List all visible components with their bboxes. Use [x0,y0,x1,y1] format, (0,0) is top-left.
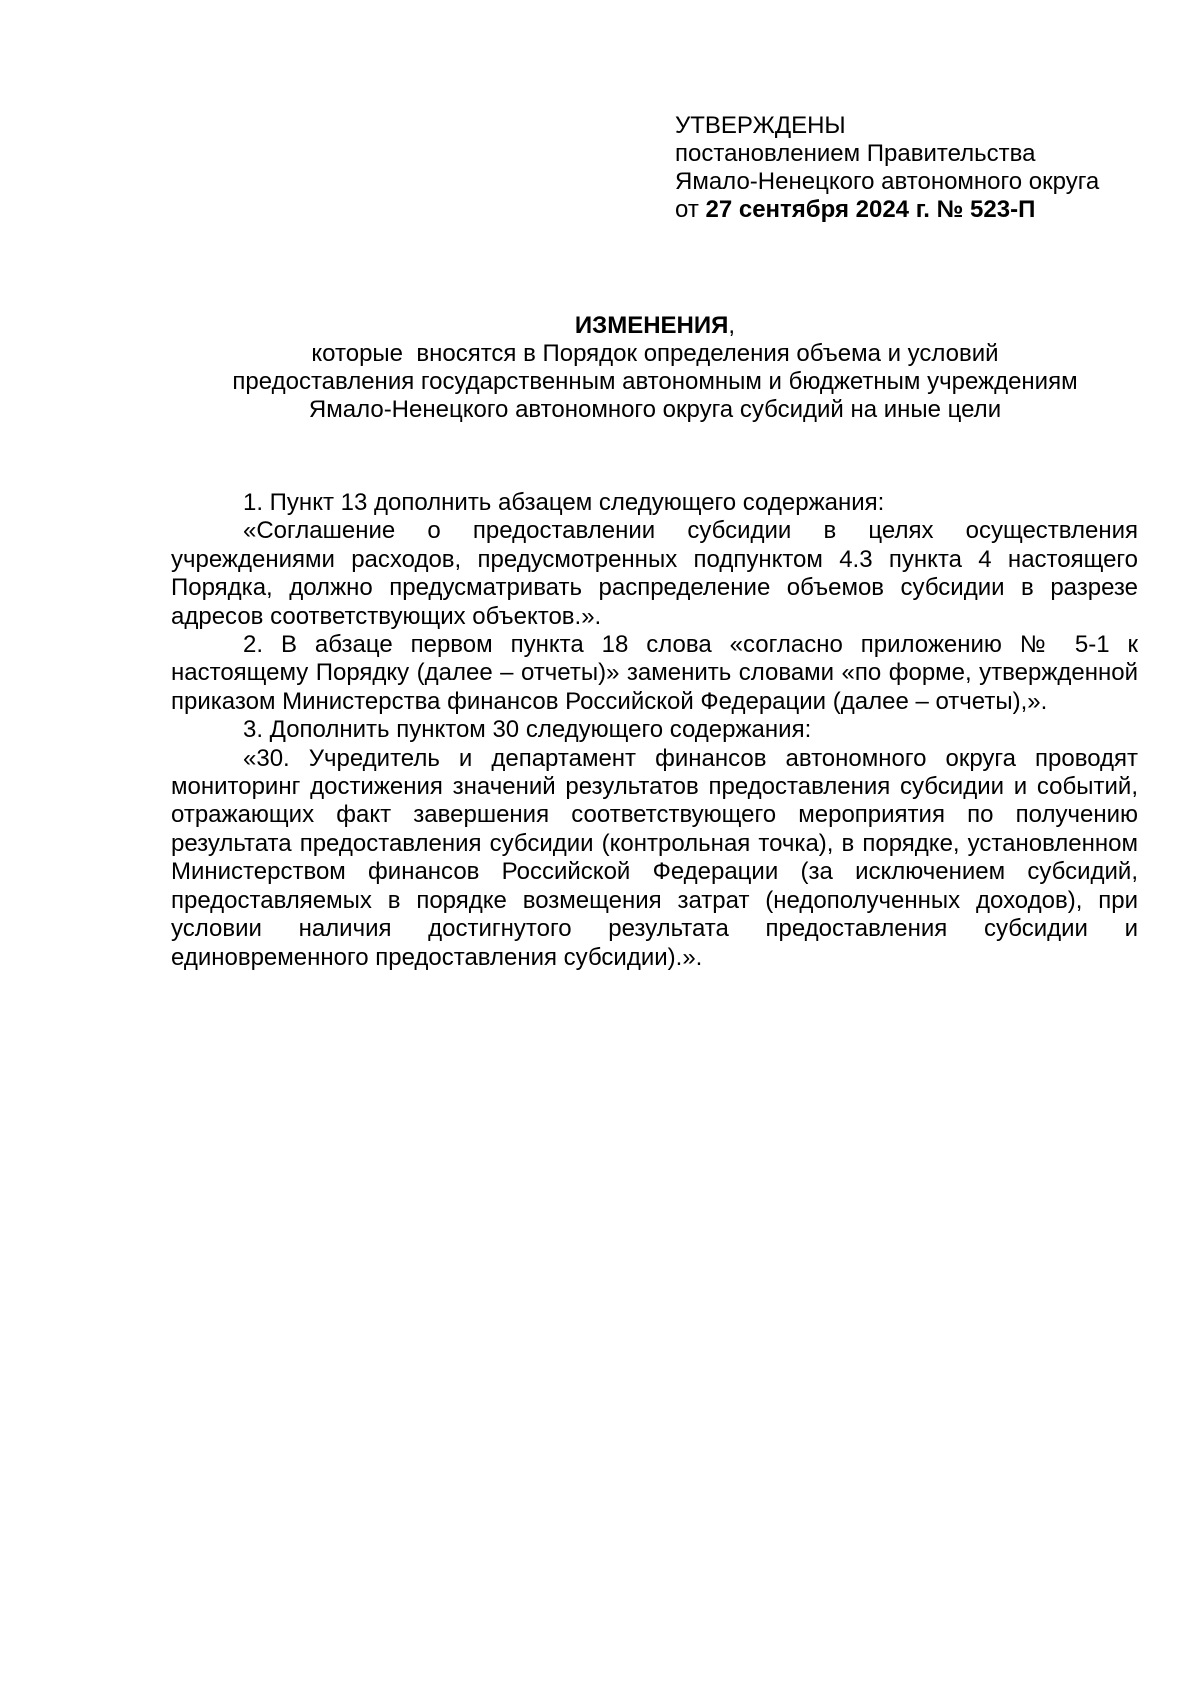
document-title: ИЗМЕНЕНИЯ [574,312,729,339]
subtitle-line-1: которые вносятся в Порядок определения объема и условий [311,340,999,367]
approval-line-2: Ямало-Ненецкого автономного округа [675,168,1100,195]
date-prefix: от [675,196,699,223]
approval-date-value: 27 сентября 2024 г. № 523-П [705,196,1036,223]
approved-label: УТВЕРЖДЕНЫ [675,112,846,139]
paragraph-quote-2: «30. Учредитель и департамент финансов автономного округа проводят мониторинг достижения значений результатов предоставления субсидии и событий, отражающих факт завершения соответствующего мероприятия по получению результата предоставления субсидии (контрольная точка), в порядке, установленном Министерством финансов Российской Федерации (за исключением субсидий, предоставляемых в порядке возмещения затрат (недополученных доходов), при условии наличия достигнутого результата предоставления субсидии и единовременного предоставления субсидии).». [171,744,1138,971]
paragraph-item-2: 2. В абзаце первом пункта 18 слова «согласно приложению № 5-1 к настоящему Порядку (далее – отчеты)» заменить словами «по форме, утвержденной приказом Министерства финансов Российской Федерации (далее – отчеты),». [171,631,1138,715]
document-title-suffix: , [728,312,736,339]
paragraph-quote-1: «Соглашение о предоставлении субсидии в целях осуществления учреждениями расходов, предусмотренных подпунктом 4.3 пункта 4 настоящего Порядка, должно предусматривать распределение объемов субсидии в разрезе адресов соответствующих объектов.». [171,517,1138,630]
approval-block [675,112,1175,224]
approval-date-line [675,196,1175,224]
paragraph-item-1: 1. Пункт 13 дополнить абзацем следующего содержания: [243,489,885,516]
document-body [171,489,1138,972]
paragraph-item-3: 3. Дополнить пунктом 30 следующего содержания: [243,716,812,744]
approval-line-1: постановлением Правительства [675,140,1036,167]
subtitle-line-3: Ямало-Ненецкого автономного округа субсидий на иные цели [308,396,1002,423]
document-heading [170,312,1140,424]
document-title-line [170,312,1140,340]
subtitle-line-2: предоставления государственным автономным и бюджетным учреждениям [232,368,1078,395]
